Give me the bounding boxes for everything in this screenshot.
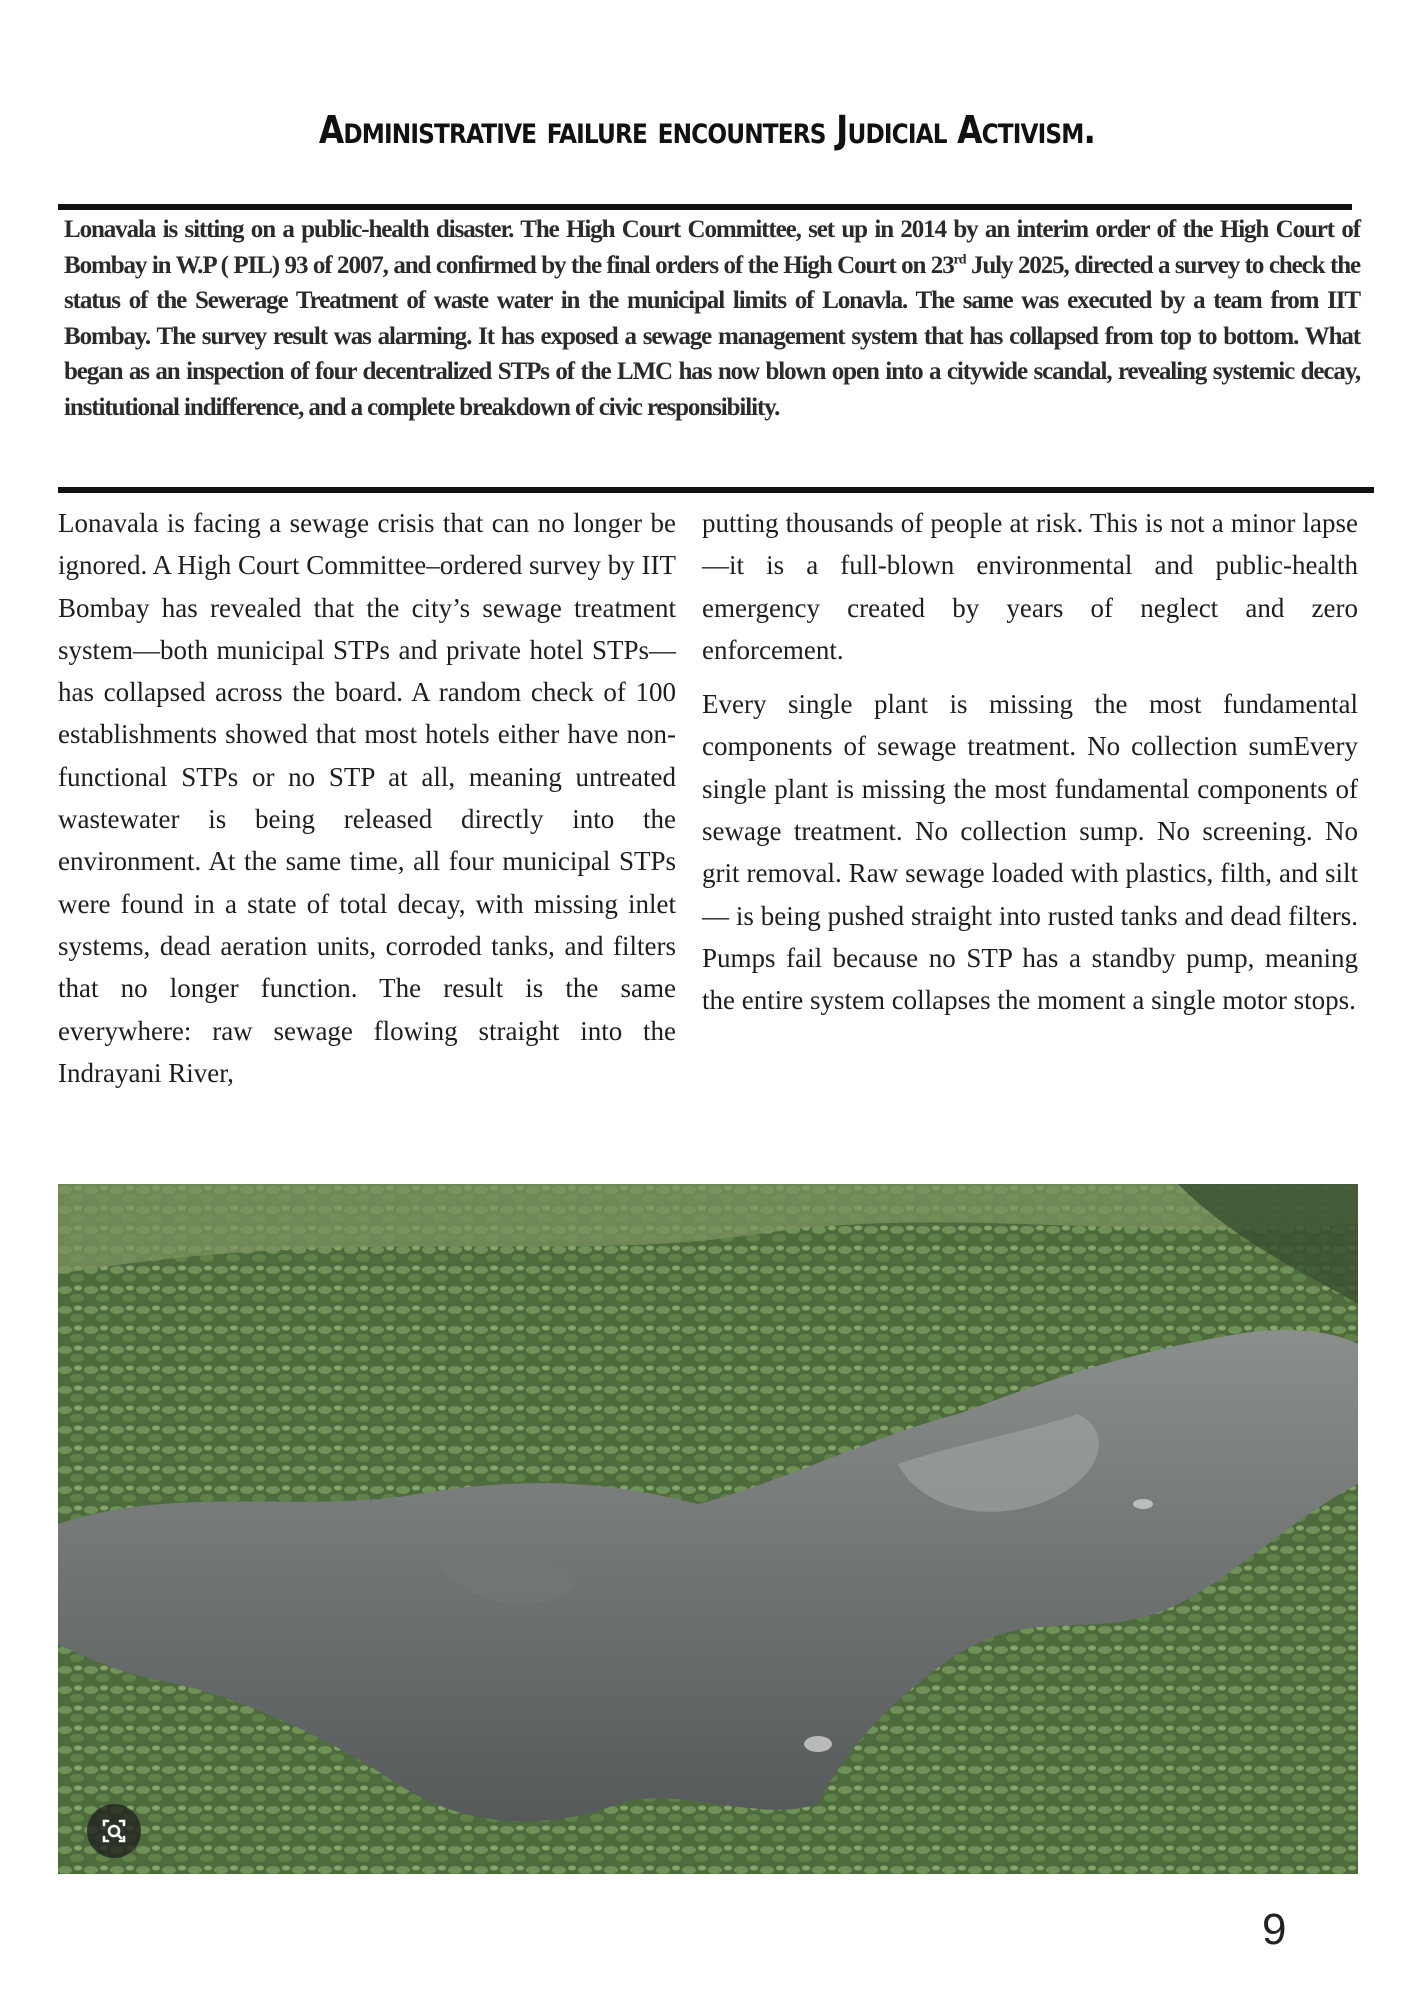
river-photo-illustration: [58, 1184, 1358, 1874]
article-column-right: [702, 502, 1358, 1022]
article-paragraph: Lonavala is facing a sewage crisis that can no longer be ignored. A High Court Committee–ordered survey by IIT Bombay has revealed that the city’s sewage treatment system—both municipal STPs and private hotel STPs—has collapsed across the board. A random check of 100 establishments showed that most hotels either have non-functional STPs or no STP at all, meaning untreated wastewater is being released directly into the environment. At the same time, all four municipal STPs were found in a state of total decay, with missing inlet systems, dead aeration units, corroded tanks, and filters that no longer function. The result is the same everywhere: raw sewage flowing straight into the Indrayani River,: [58, 508, 676, 1088]
river-photo: [58, 1184, 1358, 1874]
camera-search-icon-glyph: [87, 1804, 141, 1858]
intro-text-start: Lonavala is sitting on a public-health disaster. The High Court Committee, set up in 2014 by an interim order of the High Court of Bombay in W.P ( PIL) 93 of 2007, and confirmed by the final orders of the High Court on 23: [64, 216, 1360, 279]
article-column-left: [58, 502, 676, 1094]
divider-top: [58, 204, 1352, 210]
divider-bottom: [58, 487, 1374, 493]
intro-text-end: July 2025, directed a survey to check the status of the Sewerage Treatment of waste water in the municipal limits of Lonavla. The same was executed by a team from IIT Bombay. The survey result was alarming. It has exposed a sewage management system that has collapsed from top to bottom. What began as an inspection of four decentralized STPs of the LMC has now blown open into a citywide scandal, revealing systemic decay, institutional indifference, and a complete breakdown of civic responsibility.: [64, 251, 1360, 421]
intro-paragraph: [64, 212, 1360, 425]
article-paragraph: putting thousands of people at risk. This is not a minor lapse—it is a full-blown environmental and public-health emergency created by years of neglect and zero enforcement.: [702, 508, 1358, 665]
headline: Administrative failure encounters Judicial Activism.: [318, 108, 1096, 152]
page-number: 9: [1262, 1905, 1287, 1954]
intro-superscript: rd: [953, 252, 966, 268]
camera-search-icon[interactable]: [87, 1804, 141, 1858]
article-paragraph: Every single plant is missing the most fundamental components of sewage treatment. No collection sumEvery single plant is missing the most fundamental components of sewage treatment. No collection sump. No screening. No grit removal. Raw sewage loaded with plastics, filth, and silt — is being pushed straight into rusted tanks and dead filters. Pumps fail because no STP has a standby pump, meaning the entire system collapses the moment a single motor stops.: [702, 689, 1358, 1016]
